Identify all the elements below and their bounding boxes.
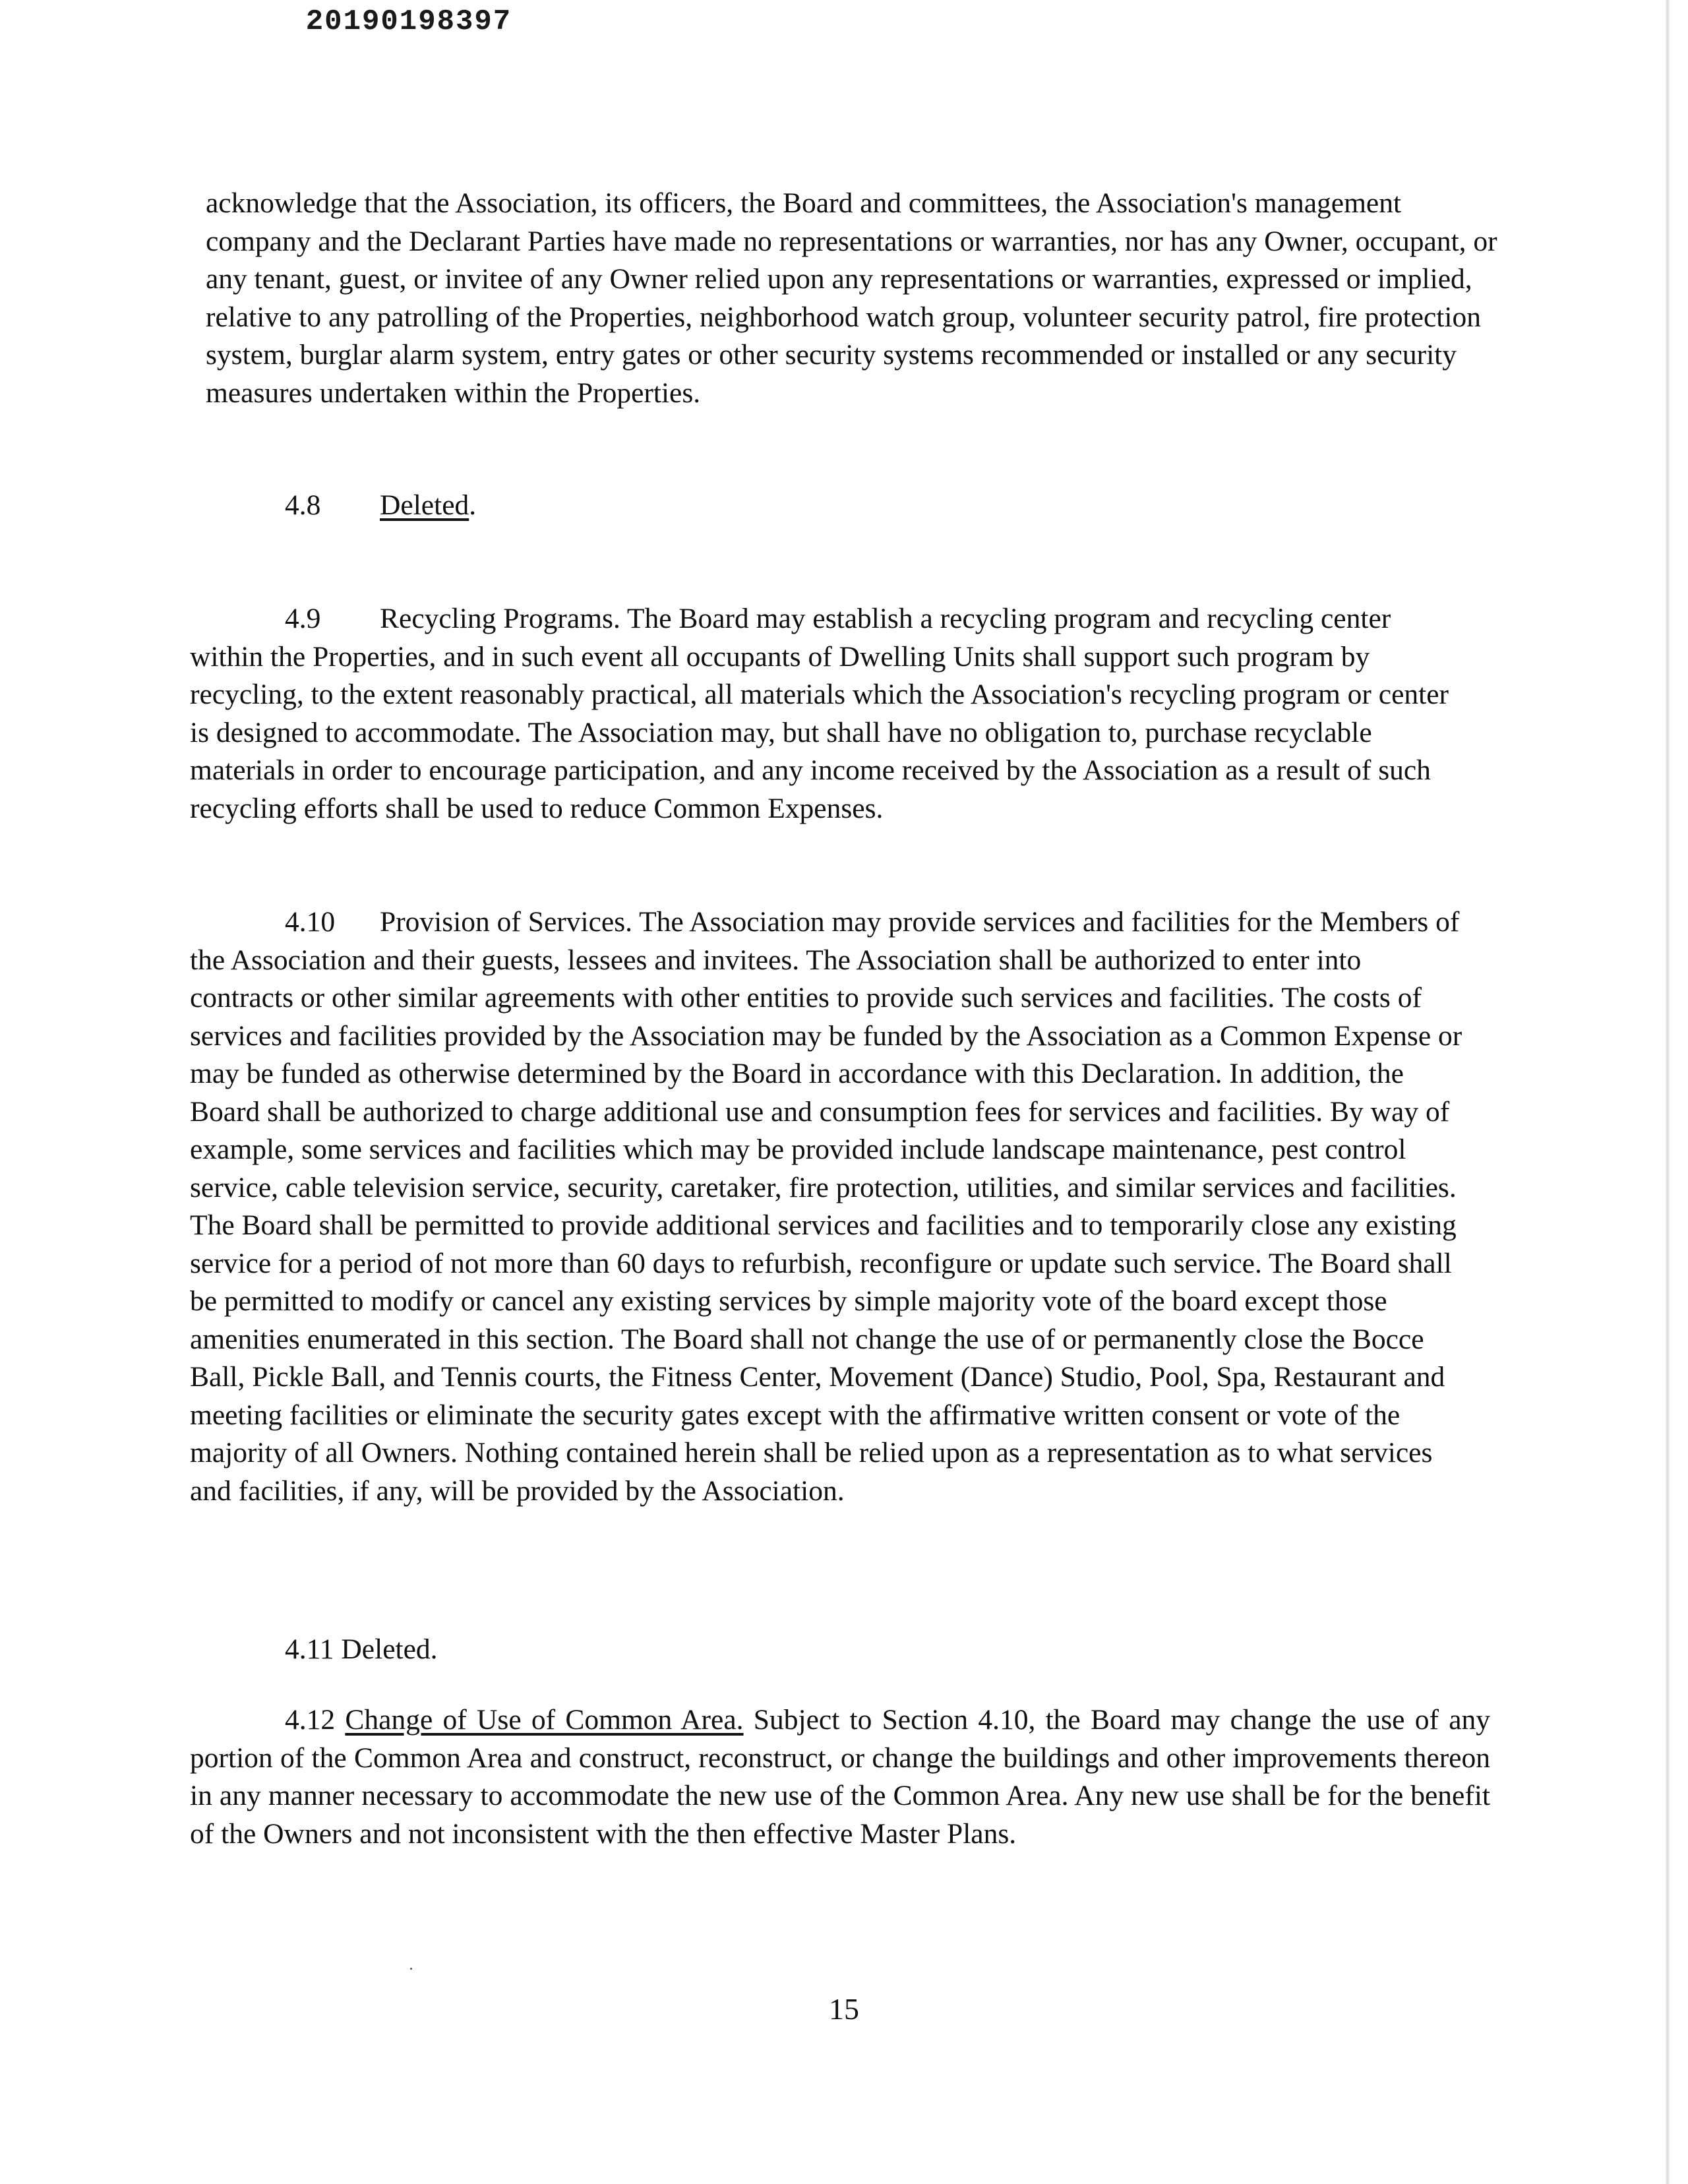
section-4-9 [190, 600, 1462, 828]
section-body: Subject to Section 4.10, the Board may change the use of any portion of the Common Area and construct, reconstruct, or change the buildings and other improvements thereon in any manner necessary to accommodate the new use of the Common Area. Any new use shall be for the benefit of the Owners and not inconsistent with the then effective Master Plans. [190, 1704, 1490, 1850]
section-number: 4.10 [285, 906, 336, 938]
continuation-paragraph: acknowledge that the Association, its officers, the Board and committees, the Association's management company and the Declarant Parties have made no representations or warranties, nor has any Owner, occupant, or any tenant, guest, or invitee of any Owner relied upon any representations or warranties, expressed or implied, relative to any patrolling of the Properties, neighborhood watch group, volunteer security patrol, fire protection system, burglar alarm system, entry gates or other security systems recommended or installed or any security measures undertaken within the Properties. [206, 187, 1497, 409]
section-heading: Deleted [380, 489, 469, 521]
section-4-12 [190, 1701, 1490, 1853]
scan-speck [410, 1968, 412, 1970]
section-heading: Change of Use of Common Area. [345, 1704, 744, 1736]
section-heading-punct: . [469, 489, 477, 521]
section-body: Recycling Programs. The Board may establish a recycling program and recycling center within the Properties, and in such event all occupants of Dwelling Units shall support such program by recycling, to the extent reasonably practical, all materials which the Association's recycling program or center is designed to accommodate. The Association may, but shall have no obligation to, purchase recyclable materials in order to encourage participation, and any income received by the Association as a result of such recycling efforts shall be used to reduce Common Expenses. [190, 603, 1449, 824]
page-number: 15 [829, 1992, 859, 2026]
section-4-11: 4.11 Deleted. [285, 1633, 438, 1665]
section-number: 4.9 [285, 603, 321, 634]
scan-edge-artifact [1666, 0, 1670, 2184]
document-number: 20190198397 [305, 5, 512, 38]
section-4-8 [285, 487, 476, 525]
section-number: 4.12 [285, 1704, 336, 1736]
section-4-10 [190, 903, 1462, 1510]
section-number: 4.8 [285, 489, 321, 521]
section-body: Provision of Services. The Association may provide services and facilities for the Members of the Association and their guests, lessees and invitees. The Association shall be authorized to enter into contracts or other similar agreements with other entities to provide such services and facilities. The costs of services and facilities provided by the Association may be funded by the Association as a Common Expense or may be funded as otherwise determined by the Board in accordance with this Declaration. In addition, the Board shall be authorized to charge additional use and consumption fees for services and facilities. By way of example, some services and facilities which may be provided include landscape maintenance, pest control service, cable television service, security, caretaker, fire protection, utilities, and similar services and facilities. The Board shall be permitted to provide additional services and facilities and to temporarily close any existing service for a period of not more than 60 days to refurbish, reconfigure or update such service. The Board shall be permitted to modify or cancel any existing services by simple majority vote of the board except those amenities enumerated in this section. The Board shall not change the use of or permanently close the Bocce Ball, Pickle Ball, and Tennis courts, the Fitness Center, Movement (Dance) Studio, Pool, Spa, Restaurant and meeting facilities or eliminate the security gates except with the affirmative written consent or vote of the majority of all Owners. Nothing contained herein shall be relied upon as a representation as to what services and facilities, if any, will be provided by the Association. [190, 906, 1462, 1507]
